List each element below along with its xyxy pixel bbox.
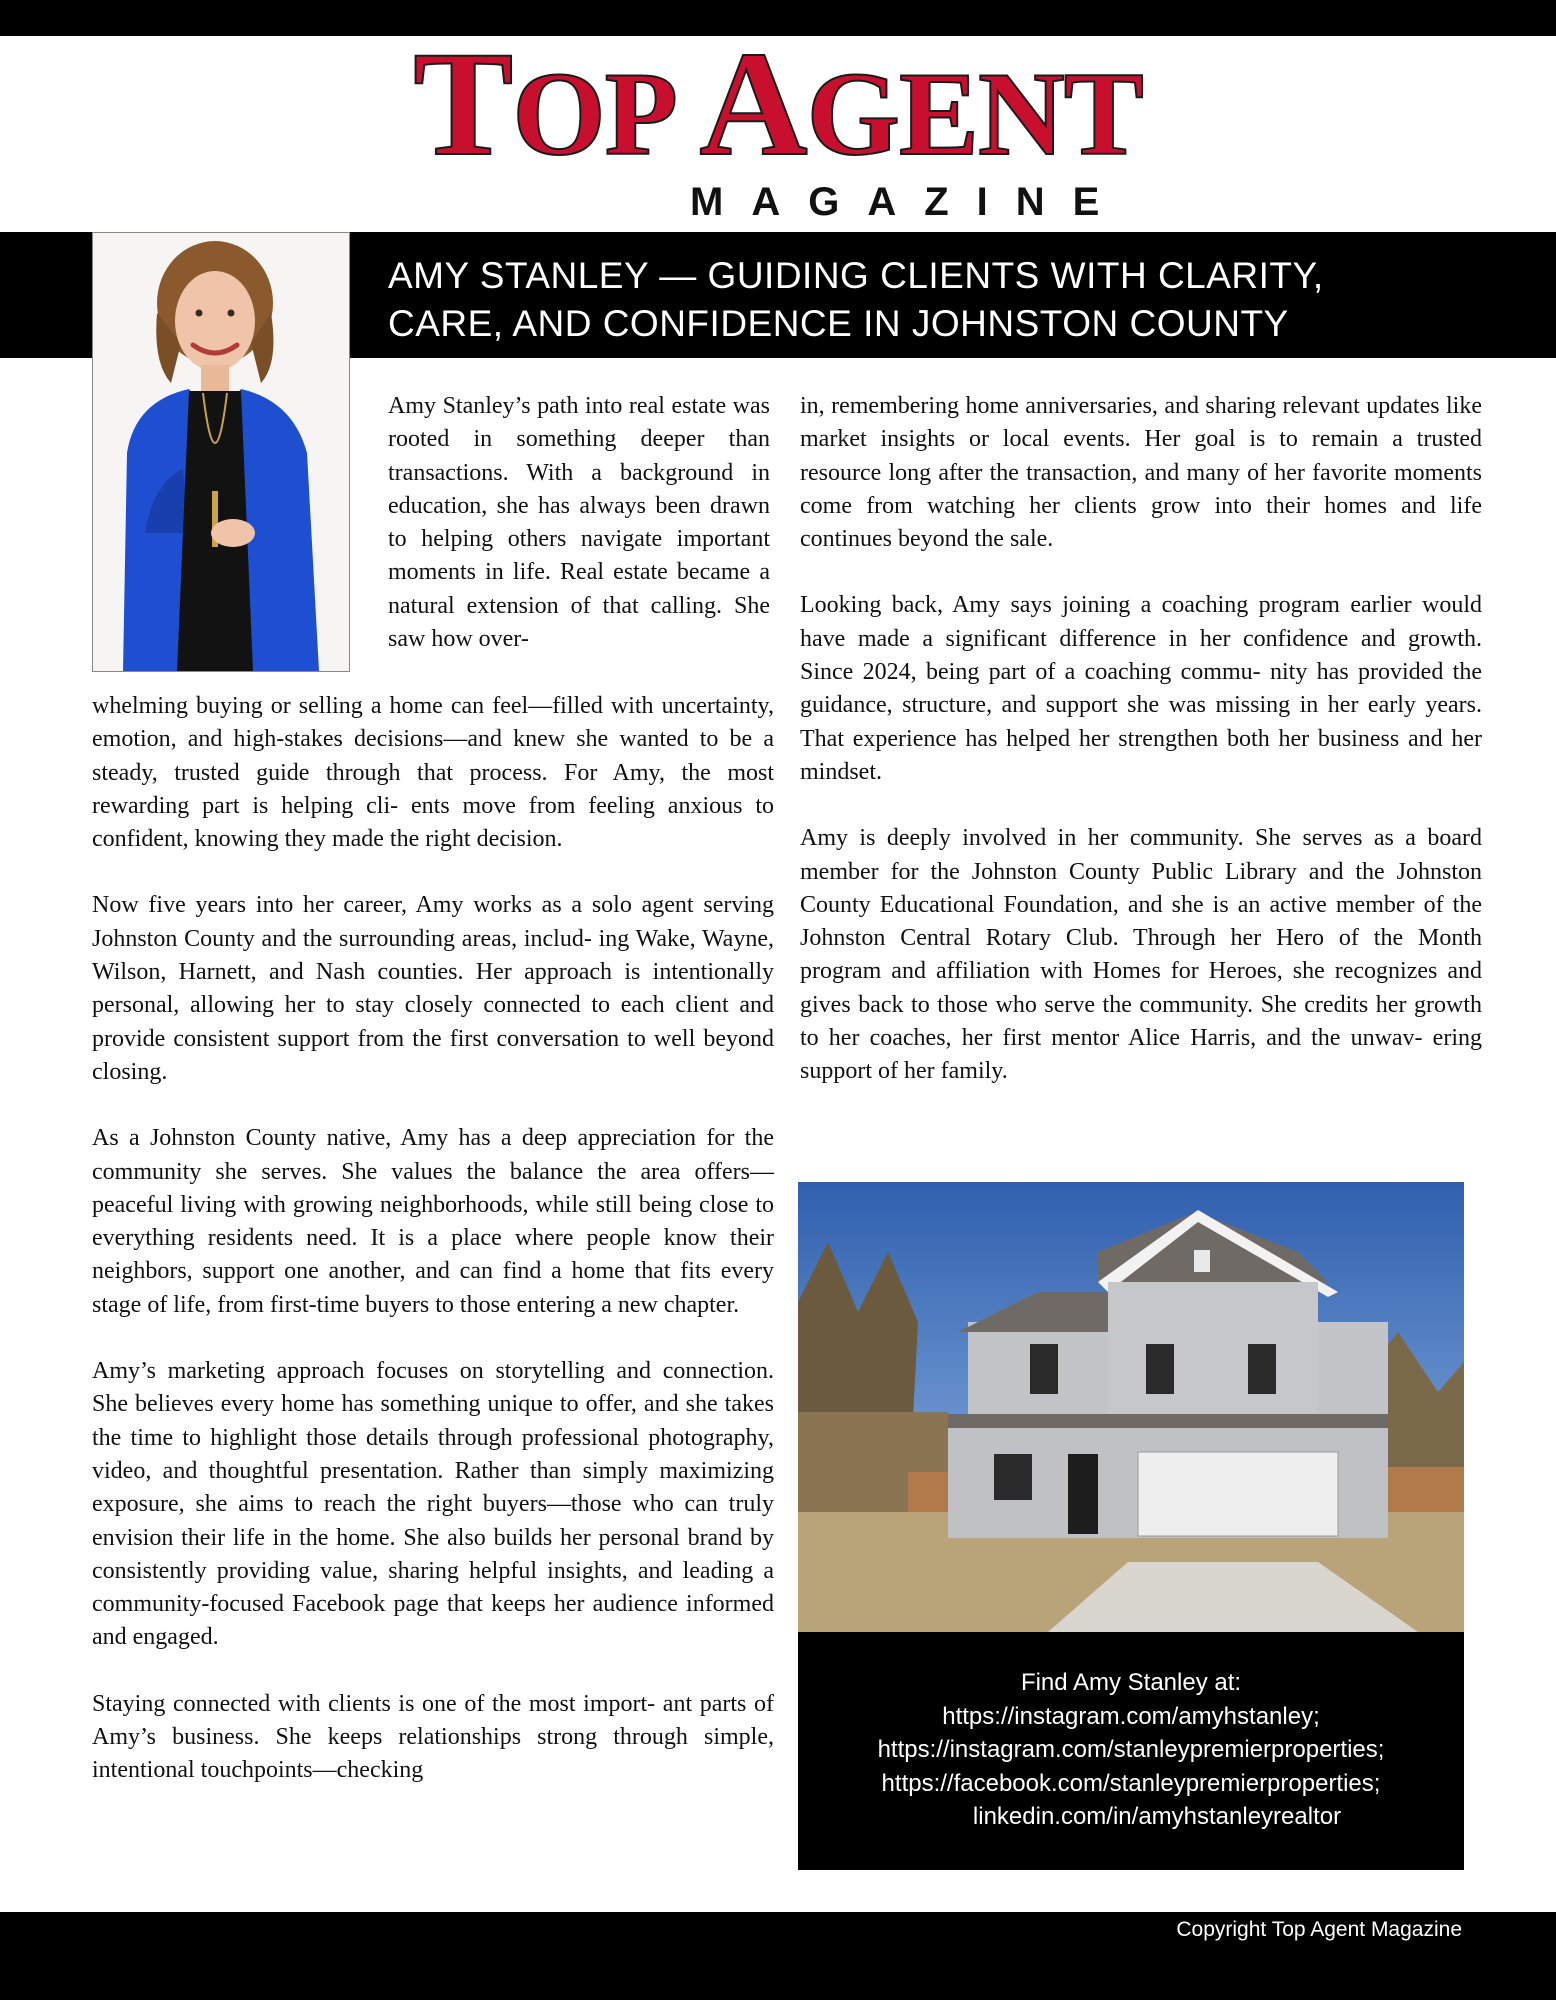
house-photo (798, 1182, 1464, 1632)
portrait-illustration (93, 233, 349, 671)
contact-link-instagram-business[interactable]: https://instagram.com/stanleypremierproperties; (877, 1736, 1385, 1763)
logo-subtitle: MAGAZINE (690, 180, 1128, 224)
agent-portrait (92, 232, 350, 672)
article-column-right (800, 390, 1482, 1122)
contact-link-facebook[interactable]: https://facebook.com/stanleypremierproperties; (881, 1769, 1381, 1797)
article-column-intro (388, 390, 770, 689)
article-paragraph-1-wrap: Amy Stanley’s path into real estate was rooted in something deeper than transactions. With a background in education, she has always been drawn to helping others navigate important moments in life. Real estate became a natural extension of that calling. She saw how over- (388, 393, 770, 653)
house-illustration (798, 1182, 1464, 1632)
article-paragraph-4: Amy’s marketing approach focuses on storytelling and connection. She believes every home has something unique to offer, and she takes the time to highlight those details through professional photography, video, and thoughtful presentation. Rather than simply maximizing exposure, she aims to reach the right buyers—those who can truly envision their life in the home. She also builds her personal brand by consistently providing value, sharing helpful insights, and leading a community-focused Facebook page that keeps her audience informed and engaged. (92, 1358, 774, 1651)
headline-line-2: CARE, AND CONFIDENCE IN JOHNSTON COUNTY (388, 303, 1289, 344)
headline-line-1: AMY STANLEY — GUIDING CLIENTS WITH CLARITY, (388, 255, 1324, 296)
article-paragraph-3: As a Johnston County native, Amy has a deep appreciation for the community she serves. She values the balance the area offers—peaceful living with growing neighborhoods, while still being close to everything residents need. It is a place where people know their neighbors, support one another, and can find a home that fits every stage of life, from first-time buyers to those entering a new chapter. (92, 1125, 774, 1318)
contact-link-linkedin[interactable]: linkedin.com/in/amyhstanleyrealtor (972, 1803, 1342, 1830)
article-headline (388, 252, 1508, 348)
contact-link-instagram-personal[interactable]: https://instagram.com/amyhstanley; (942, 1702, 1320, 1730)
contact-box (798, 1632, 1464, 1870)
logo-title: TOP AGENT (413, 21, 1143, 187)
masthead-logo (0, 21, 1556, 224)
copyright-text: Copyright Top Agent Magazine (1176, 1918, 1462, 1941)
article-paragraph-6: Looking back, Amy says joining a coaching program earlier would have made a significant difference in her confidence and growth. Since 2024, being part of a coaching commu- nity has provided the guidance, structure, and support she was missing in her early years. That experience has helped her strengthen both her business and her mindset. (800, 592, 1482, 785)
article-paragraph-2: Now five years into her career, Amy works as a solo agent serving Johnston County and the surrounding areas, includ- ing Wake, Wayne, Wilson, Harnett, and Nash counties. Her approach is intentionally personal, allowing her to stay closely connected to each client and provide consistent support from the first conversation to well beyond closing. (92, 892, 774, 1085)
article-paragraph-7: Amy is deeply involved in her community. She serves as a board member for the Johnston County Public Library and the Johnston County Educational Foundation, and she is an active member of the Johnston Central Rotary Club. Through her Hero of the Month program and affiliation with Homes for Heroes, she recognizes and gives back to those who serve the community. She credits her growth to her coaches, her first mentor Alice Harris, and the unwav- ering support of her family. (800, 825, 1482, 1085)
article-paragraph-5-cont: in, remembering home anniversaries, and sharing relevant updates like market insights or local events. Her goal is to remain a trusted resource long after the transaction, and many of her favorite moments come from watching her clients grow into their homes and life continues beyond the sale. (800, 393, 1482, 553)
article-paragraph-1-cont: whelming buying or selling a home can feel—filled with uncertainty, emotion, and high-stakes decisions—and knew she wanted to be a steady, trusted guide through that process. For Amy, the most rewarding part is helping cli- ents move from feeling anxious to confident, knowing they made the right decision. (92, 693, 774, 853)
article-column-left (92, 690, 774, 1821)
contact-heading: Find Amy Stanley at: (1020, 1669, 1242, 1696)
article-paragraph-5: Staying connected with clients is one of the most import- ant parts of Amy’s business. She keeps relationships strong through simple, intentional touchpoints—checking (92, 1690, 774, 1784)
